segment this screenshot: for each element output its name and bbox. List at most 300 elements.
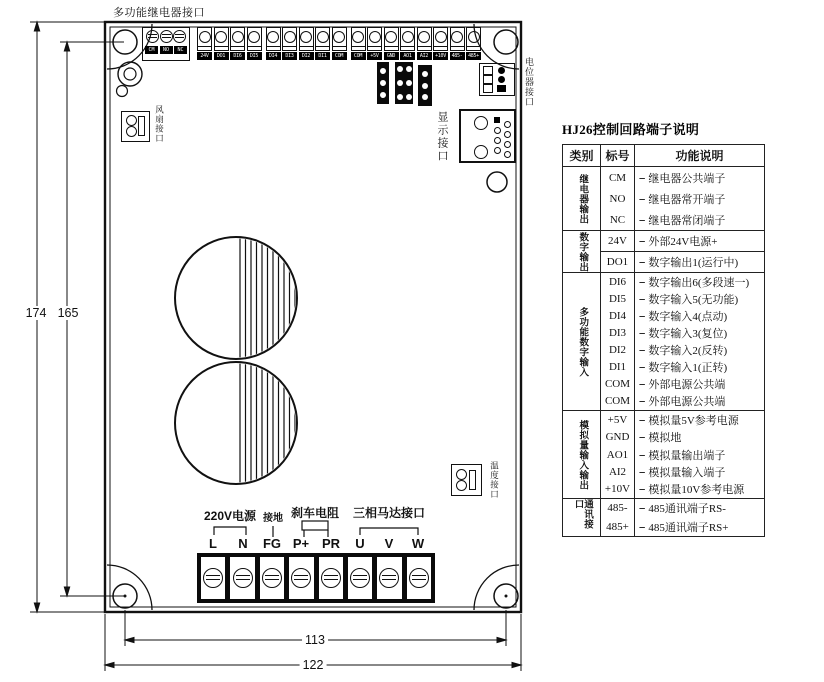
dash: --: [639, 344, 645, 357]
terminal-description: [635, 463, 764, 480]
terminal-description: [635, 188, 764, 209]
table-row: [601, 167, 764, 188]
table-row: [601, 290, 764, 307]
jumper-pin: [406, 94, 412, 100]
description-text: 模拟量输出端子: [648, 449, 726, 462]
terminal-id: AO1: [601, 446, 635, 463]
power-terminal: [348, 557, 372, 599]
power-screw: [409, 568, 429, 588]
dash: --: [639, 413, 645, 426]
relay-terminal-label: CM: [145, 46, 158, 54]
terminal-label: DI6: [230, 52, 245, 60]
description-text: 485通讯端子RS-: [648, 503, 726, 516]
screw-terminal-box: [282, 27, 297, 47]
power-terminal-letter: PR: [321, 536, 341, 551]
power-terminal: [230, 557, 254, 599]
power-terminal: [319, 557, 343, 599]
terminal-description: [635, 342, 764, 359]
control-terminal: [332, 27, 347, 60]
terminal-label: AO1: [400, 52, 415, 60]
terminal-id: AI2: [601, 463, 635, 480]
fan-connector-key: [138, 116, 145, 136]
control-terminal: [247, 27, 262, 60]
control-terminal: [417, 27, 432, 60]
table-row: [601, 463, 764, 480]
description-text: 继电器公共端子: [648, 172, 726, 185]
terminal-description: [635, 307, 764, 324]
table-row: [601, 231, 764, 251]
screw-head: [333, 31, 345, 43]
dash: --: [639, 378, 645, 391]
category-label: 多功能数字输入: [577, 306, 588, 377]
screw-terminal-box: [466, 27, 481, 47]
screw-terminal-box: [266, 27, 281, 47]
table-row: [601, 446, 764, 463]
dash: --: [639, 502, 645, 515]
power-terminal-letter: N: [238, 536, 248, 551]
description-text: 数字输入2(反转): [648, 345, 728, 358]
jumper-pin: [397, 80, 403, 86]
dash: --: [639, 361, 645, 374]
dash: --: [639, 192, 645, 205]
temperature-interface-label: 温度接口: [489, 461, 500, 499]
table-row: [601, 209, 764, 230]
control-terminal: [433, 27, 448, 60]
terminal-description: [635, 231, 764, 251]
control-terminal: [299, 27, 314, 60]
category-cell: [563, 273, 601, 410]
terminal-body: [282, 47, 297, 51]
power-terminal-letter: W: [411, 536, 425, 551]
screw-head: [468, 31, 480, 43]
terminal-description: [635, 518, 764, 537]
dash: --: [639, 309, 645, 322]
terminal-id: DI1: [601, 359, 635, 376]
table-rows: [601, 231, 764, 272]
description-text: 模拟量5V参考电源: [648, 414, 739, 427]
dimension-height-holes: 165: [55, 306, 82, 320]
dash: --: [639, 275, 645, 288]
jumper-pin: [397, 94, 403, 100]
table-row: [601, 518, 764, 537]
table-row: [601, 499, 764, 518]
control-terminal: [400, 27, 415, 60]
terminal-description: [635, 411, 764, 428]
description-text: 外部24V电源+: [648, 236, 718, 248]
terminal-label: 485+: [466, 52, 481, 60]
control-terminal: [450, 27, 465, 60]
description-text: 数字输入4(点动): [648, 310, 728, 323]
terminal-body: [230, 47, 245, 51]
terminal-id: DI6: [601, 273, 635, 290]
terminal-table: [562, 144, 765, 537]
display-pin: [504, 151, 511, 158]
description-text: 继电器常开端子: [648, 193, 726, 206]
category-cell: [563, 167, 601, 230]
control-terminal: [230, 27, 245, 60]
screw-head: [215, 31, 227, 43]
screw-terminal-box: [450, 27, 465, 47]
table-row: [601, 359, 764, 376]
temperature-connector: [451, 464, 482, 496]
terminal-description: [635, 209, 764, 230]
dash: --: [639, 520, 645, 533]
terminal-body: [299, 47, 314, 51]
power-terminal: [201, 557, 225, 599]
display-pin1: [494, 117, 500, 123]
terminal-id: COM: [601, 393, 635, 410]
screw-terminal-box: [247, 27, 262, 47]
description-text: 外部电源公共端: [648, 379, 726, 392]
relay-screw: [160, 30, 173, 43]
ground-label: 接地: [263, 513, 283, 524]
description-text: 继电器常闭端子: [648, 214, 726, 227]
table-group: [563, 167, 764, 230]
screw-head: [199, 31, 211, 43]
category-cell: [563, 411, 601, 498]
dash: --: [639, 431, 645, 444]
terminal-description: [635, 446, 764, 463]
terminal-label: 485-: [450, 52, 465, 60]
display-interface-label: 显示接口: [436, 111, 448, 163]
screw-head: [284, 31, 296, 43]
header-terminal-id: 标号: [601, 145, 635, 166]
fan-pin: [126, 115, 137, 126]
display-pin: [504, 121, 511, 128]
jumper-pin: [422, 94, 428, 100]
terminal-body: [384, 47, 399, 51]
relay-terminal-label: NO: [160, 46, 173, 54]
description-text: 数字输入1(正转): [648, 362, 728, 375]
screw-head: [248, 31, 260, 43]
pot-pin-box: [483, 66, 493, 75]
power-terminal-letter: L: [209, 536, 217, 551]
dash: --: [639, 256, 645, 268]
display-pin: [494, 147, 501, 154]
dash: --: [639, 235, 645, 247]
top-terminal-strip: [197, 27, 483, 60]
jumper-pin: [380, 80, 386, 86]
description-text: 外部电源公共端: [648, 396, 726, 409]
category-label: 模拟量输入输出: [577, 419, 588, 490]
terminal-id: DI3: [601, 324, 635, 341]
dash: --: [639, 448, 645, 461]
table-group: [563, 230, 764, 272]
table-row: [601, 273, 764, 290]
table-row: [601, 251, 764, 272]
table-group: [563, 498, 764, 536]
screw-terminal-box: [384, 27, 399, 47]
jumper-pin: [397, 66, 403, 72]
description-text: 模拟地: [648, 432, 682, 445]
terminal-id: DI4: [601, 307, 635, 324]
screw-head: [232, 31, 244, 43]
screw-head: [418, 31, 430, 43]
screw-terminal-box: [214, 27, 229, 47]
power-screw: [262, 568, 282, 588]
relay-screw: [146, 30, 159, 43]
terminal-id: 485-: [601, 499, 635, 518]
power-screw: [350, 568, 370, 588]
display-connector: [459, 109, 516, 163]
control-terminal: [351, 27, 366, 60]
screw-head: [352, 31, 364, 43]
category-cell: [563, 499, 601, 536]
screw-terminal-box: [351, 27, 366, 47]
terminal-body: [400, 47, 415, 51]
jumper-pin: [380, 92, 386, 98]
power-terminal-letter: U: [355, 536, 365, 551]
screw-head: [451, 31, 463, 43]
control-terminal: [214, 27, 229, 60]
jumper-pin: [380, 68, 386, 74]
table-row: [601, 428, 764, 445]
relay-interface-label: 多功能继电器接口: [113, 7, 205, 19]
terminal-id: COM: [601, 376, 635, 393]
relay-terminal-label: NC: [174, 46, 187, 54]
category-label: 继电器输出: [577, 173, 588, 224]
power-terminal-letter: FG: [262, 536, 282, 551]
pot-pin: [498, 67, 505, 74]
terminal-description: [635, 359, 764, 376]
dash: --: [639, 171, 645, 184]
terminal-body: [466, 47, 481, 51]
terminal-label: 24V: [197, 52, 212, 60]
terminal-description: [635, 376, 764, 393]
fan-interface-label: 风扇接口: [154, 105, 165, 143]
power-terminal-letter: V: [384, 536, 394, 551]
terminal-body: [332, 47, 347, 51]
temperature-pin: [456, 480, 467, 491]
dash: --: [639, 326, 645, 339]
power-terminal: [377, 557, 401, 599]
terminal-table-section: [562, 119, 765, 537]
display-pin: [494, 127, 501, 134]
terminal-id: +10V: [601, 481, 635, 498]
screw-terminal-box: [367, 27, 382, 47]
control-terminal: [384, 27, 399, 60]
table-row: [601, 393, 764, 410]
power-screw: [291, 568, 311, 588]
terminal-body: [315, 47, 330, 51]
table-rows: [601, 273, 764, 410]
terminal-description: [635, 428, 764, 445]
terminal-body: [197, 47, 212, 51]
jumper-pin: [422, 83, 428, 89]
relay-labels: [145, 46, 187, 54]
pot-pin: [497, 85, 506, 92]
control-terminal: [315, 27, 330, 60]
terminal-body: [247, 47, 262, 51]
terminal-description: [635, 481, 764, 498]
screw-head: [369, 31, 381, 43]
terminal-id: 24V: [601, 231, 635, 251]
power-terminal: [289, 557, 313, 599]
power-screw: [321, 568, 341, 588]
power-terminal-letter: P+: [292, 536, 310, 551]
dash: --: [639, 213, 645, 226]
display-pin: [494, 137, 501, 144]
description-text: 数字输出6(多段速一): [648, 276, 750, 289]
terminal-id: +5V: [601, 411, 635, 428]
description-text: 模拟量输入端子: [648, 466, 726, 479]
screw-head: [300, 31, 312, 43]
description-text: 485通讯端子RS+: [648, 521, 729, 534]
description-text: 模拟量10V参考电源: [648, 484, 745, 497]
screw-terminal-box: [332, 27, 347, 47]
terminal-id: DI5: [601, 290, 635, 307]
table-row: [601, 324, 764, 341]
terminal-id: DI2: [601, 342, 635, 359]
screw-terminal-box: [299, 27, 314, 47]
table-row: [601, 376, 764, 393]
dash: --: [639, 395, 645, 408]
dimension-width-holes: 113: [302, 633, 328, 647]
terminal-description: [635, 273, 764, 290]
terminal-description: [635, 324, 764, 341]
terminal-label: +5V: [367, 52, 382, 60]
category-label: 通讯接口: [572, 499, 592, 529]
description-text: 数字输入5(无功能): [648, 293, 739, 306]
brake-resistor-label: 刹车电阻: [290, 506, 340, 520]
terminal-label: DI4: [266, 52, 281, 60]
description-text: 数字输出1(运行中): [648, 257, 739, 269]
terminal-body: [450, 47, 465, 51]
terminal-id: GND: [601, 428, 635, 445]
potentiometer-connector: [479, 63, 515, 96]
terminal-id: NO: [601, 188, 635, 209]
terminal-description: [635, 290, 764, 307]
screw-terminal-box: [230, 27, 245, 47]
terminal-label: DO1: [214, 52, 229, 60]
power-220v-label: 220V电源: [203, 509, 257, 523]
terminal-id: NC: [601, 209, 635, 230]
table-rows: [601, 167, 764, 230]
terminal-body: [214, 47, 229, 51]
terminal-id: DO1: [601, 252, 635, 272]
screw-terminal-box: [315, 27, 330, 47]
screw-head: [385, 31, 397, 43]
relay-terminal-block: [142, 27, 190, 61]
table-row: [601, 342, 764, 359]
display-pin: [504, 131, 511, 138]
terminal-body: [433, 47, 448, 51]
relay-screws: [145, 30, 187, 43]
table-title: HJ26控制回路端子说明: [562, 122, 700, 137]
display-pin: [504, 141, 511, 148]
potentiometer-interface-label: 电位器接口: [524, 57, 534, 107]
terminal-label: COM: [351, 52, 366, 60]
power-screw: [203, 568, 223, 588]
terminal-label: AI2: [417, 52, 432, 60]
temperature-pin: [456, 469, 467, 480]
display-hole: [474, 145, 488, 159]
jumper-block: [418, 65, 432, 106]
header-category: 类别: [563, 145, 601, 166]
table-header-row: [563, 145, 764, 167]
terminal-body: [367, 47, 382, 51]
screw-head: [402, 31, 414, 43]
power-screw: [379, 568, 399, 588]
screw-terminal-box: [433, 27, 448, 47]
terminal-description: [635, 252, 764, 272]
category-label: 数字输出: [577, 231, 588, 272]
power-screw: [233, 568, 253, 588]
jumper-pin: [406, 66, 412, 72]
screw-terminal-box: [417, 27, 432, 47]
control-terminal: [466, 27, 481, 60]
power-terminal: [260, 557, 284, 599]
table-row: [601, 188, 764, 209]
terminal-label: +10V: [433, 52, 448, 60]
control-terminal: [266, 27, 281, 60]
screw-head: [317, 31, 329, 43]
fan-connector: [121, 111, 150, 142]
pot-pin: [498, 76, 505, 83]
dash: --: [639, 465, 645, 478]
terminal-label: DI2: [299, 52, 314, 60]
terminal-body: [417, 47, 432, 51]
dash: --: [639, 292, 645, 305]
terminal-body: [351, 47, 366, 51]
control-terminal: [367, 27, 382, 60]
screw-head: [435, 31, 447, 43]
power-terminal: [407, 557, 431, 599]
power-terminal-block: [197, 553, 435, 603]
relay-screw: [173, 30, 186, 43]
header-description: 功能说明: [675, 149, 724, 163]
terminal-label: DI1: [315, 52, 330, 60]
terminal-label: GND: [384, 52, 399, 60]
table-group: [563, 272, 764, 410]
table-group: [563, 410, 764, 498]
table-rows: [601, 499, 764, 536]
terminal-description: [635, 393, 764, 410]
control-terminal: [197, 27, 212, 60]
terminal-label: DI3: [282, 52, 297, 60]
motor-interface-label: 三相马达接口: [352, 506, 426, 520]
table-row: [601, 307, 764, 324]
table-row: [601, 481, 764, 498]
terminal-id: CM: [601, 167, 635, 188]
jumper-block: [395, 62, 413, 104]
control-terminal: [282, 27, 297, 60]
display-hole: [474, 116, 488, 130]
jumper-pin: [422, 71, 428, 77]
jumper-block: [377, 62, 389, 104]
table-row: [601, 411, 764, 428]
fan-pin: [126, 126, 137, 137]
table-body: [563, 167, 764, 536]
temperature-connector-key: [469, 470, 476, 490]
description-text: 数字输入3(复位): [648, 327, 728, 340]
jumper-pin: [406, 80, 412, 86]
terminal-id: 485+: [601, 518, 635, 537]
screw-terminal-box: [197, 27, 212, 47]
screw-terminal-box: [400, 27, 415, 47]
table-rows: [601, 411, 764, 498]
terminal-description: [635, 167, 764, 188]
terminal-body: [266, 47, 281, 51]
terminal-description: [635, 499, 764, 518]
pot-pin-box: [483, 84, 493, 93]
category-cell: [563, 231, 601, 272]
dimension-height-outer: 174: [23, 306, 50, 320]
dimension-width-outer: 122: [300, 658, 327, 672]
terminal-label: COM: [332, 52, 347, 60]
dash: --: [639, 483, 645, 496]
terminal-label: DI5: [247, 52, 262, 60]
